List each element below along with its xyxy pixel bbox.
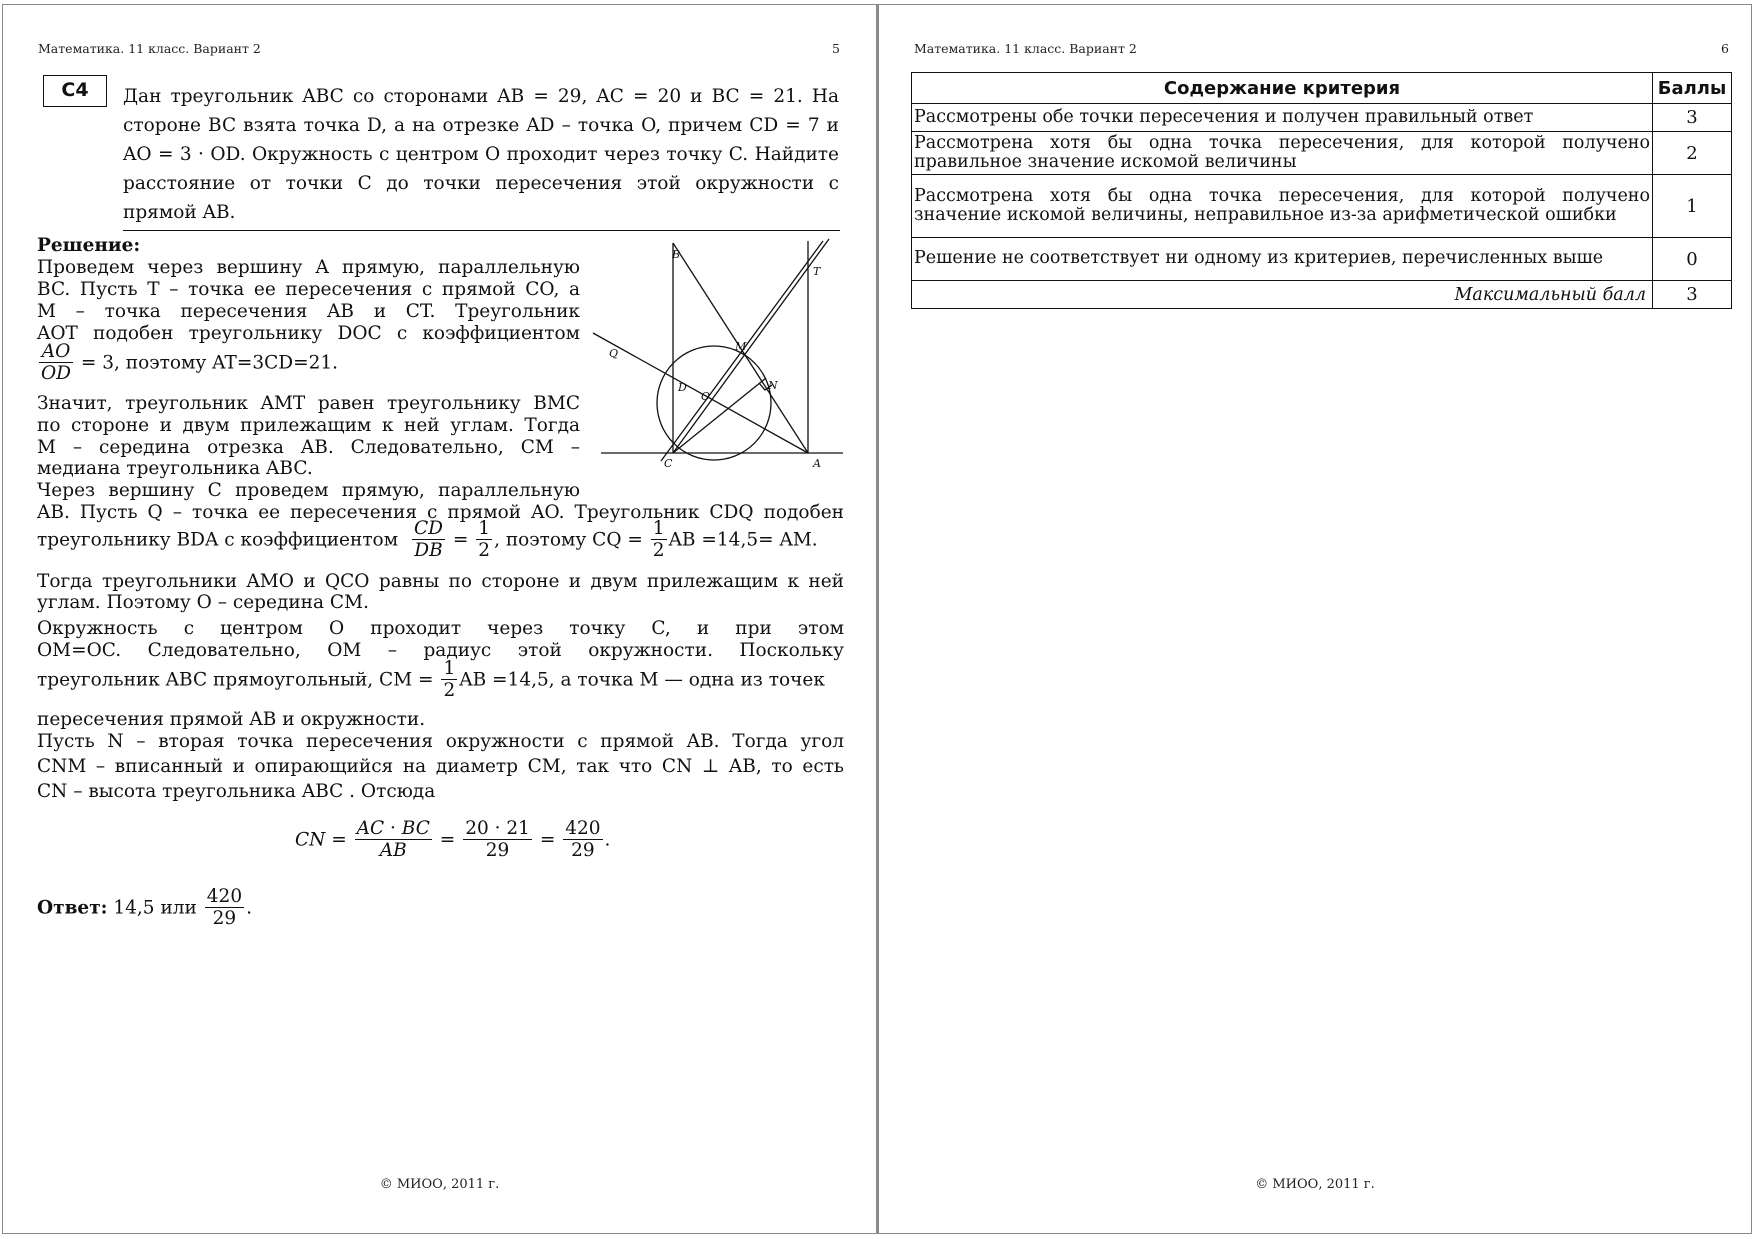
solution-line: OM=OC. Следовательно, OM – радиус этой окружности. Поскольку	[37, 640, 844, 661]
formula-end: .	[604, 829, 611, 851]
fraction-denominator: 2	[478, 540, 491, 561]
fraction-denominator: 2	[443, 680, 456, 701]
running-header: Математика. 11 класс. Вариант 2	[914, 41, 1137, 56]
solution-heading: Решение:	[37, 235, 141, 256]
solution-line-fraction	[37, 659, 825, 702]
problem-line: Дан треугольник ABC со сторонами AB = 29, AC = 20 и BC = 21. На	[123, 86, 839, 107]
fraction	[39, 342, 73, 385]
running-header: Математика. 11 класс. Вариант 2	[38, 41, 261, 56]
solution-text: , поэтому CQ =	[494, 529, 643, 551]
solution-line: Через вершину C проведем прямую, параллельную	[37, 480, 580, 501]
solution-line: по стороне и двум прилежащим к ней углам. Тогда	[37, 415, 580, 436]
label-q: Q	[609, 347, 619, 360]
cn-formula	[295, 819, 610, 862]
fraction-numerator: CD	[413, 518, 443, 539]
fraction-numerator: AC · BC	[356, 818, 430, 839]
fraction-denominator: 29	[571, 840, 595, 861]
label-b: B	[672, 248, 681, 261]
solution-text: AB =14,5= AM.	[668, 529, 818, 551]
answer	[37, 887, 252, 930]
solution-line-fraction	[37, 342, 338, 385]
criterion-text: Решение не соответствует ни одному из критериев, перечисленных выше	[912, 238, 1653, 281]
fraction	[651, 519, 667, 562]
criterion-points: 1	[1653, 175, 1732, 238]
solution-line: Тогда треугольники AMO и QCO равны по стороне и двум прилежащим к ней	[37, 571, 844, 592]
fraction-numerator: 1	[478, 518, 491, 539]
solution-line: Проведем через вершину A прямую, параллельную	[37, 257, 580, 278]
fraction-numerator: 420	[206, 886, 243, 907]
criterion-text: Рассмотрена хотя бы одна точка пересечения, для которой получено значение искомой величины, неправильное из-за арифметической ошибки	[912, 175, 1653, 238]
fraction	[355, 819, 432, 862]
label-m: M	[735, 340, 747, 353]
answer-end: .	[246, 897, 252, 919]
solution-line: Пусть N – вторая точка пересечения окружности с прямой AB. Тогда угол	[37, 731, 844, 752]
equals-sign: =	[452, 529, 469, 551]
answer-text: 14,5 или	[113, 897, 197, 919]
fraction-numerator: 20 · 21	[465, 818, 530, 839]
fraction	[463, 819, 532, 862]
criteria-table	[911, 72, 1732, 309]
criterion-points: 0	[1653, 238, 1732, 281]
solution-text: AB =14,5, а точка M — одна из точек	[459, 669, 825, 691]
label-t: T	[813, 265, 821, 278]
solution-text: треугольник ABC прямоугольный, CM =	[37, 669, 434, 691]
table-row	[912, 104, 1732, 132]
table-row	[912, 132, 1732, 175]
criterion-text: Рассмотрена хотя бы одна точка пересечения, для которой получено правильное значение искомой величины	[912, 132, 1653, 175]
label-a: A	[813, 457, 821, 470]
max-score-label: Максимальный балл	[912, 281, 1653, 309]
label-d: D	[678, 381, 687, 394]
criterion-points: 3	[1653, 104, 1732, 132]
task-label: С4	[43, 75, 107, 107]
page-right	[877, 4, 1752, 1234]
fraction-numerator: 1	[652, 518, 665, 539]
table-row	[912, 175, 1732, 238]
problem-line: прямой AB.	[123, 202, 236, 223]
solution-line: углам. Поэтому O – середина CM.	[37, 592, 369, 613]
table-header-row	[912, 73, 1732, 104]
criterion-points: 2	[1653, 132, 1732, 175]
solution-line: AB. Пусть Q – точка ее пересечения с прямой AO. Треугольник CDQ подобен	[37, 502, 844, 523]
table-row-max	[912, 281, 1732, 309]
footer: © МИОО, 2011 г.	[1255, 1177, 1375, 1192]
solution-line: Значит, треугольник AMT равен треугольнику BMC	[37, 393, 580, 414]
table-row	[912, 238, 1732, 281]
fraction-denominator: 29	[212, 908, 237, 929]
solution-text: треугольнику BDA с коэффициентом	[37, 529, 399, 551]
page-number: 6	[1721, 41, 1729, 56]
answer-label: Ответ:	[37, 897, 108, 919]
column-header-criterion: Содержание критерия	[912, 73, 1653, 104]
fraction-denominator: 2	[652, 540, 665, 561]
fraction-denominator: OD	[41, 363, 71, 384]
solution-line: BC. Пусть T – точка ее пересечения с прямой CO, а	[37, 279, 580, 300]
equals-sign: =	[539, 829, 556, 851]
fraction	[441, 659, 457, 702]
fraction-numerator: 420	[565, 818, 601, 839]
label-c: C	[664, 457, 673, 470]
problem-line: AO = 3 · OD. Окружность с центром O проходит через точку C. Найдите	[123, 144, 839, 165]
solution-line: медиана треугольника ABC.	[37, 458, 313, 479]
formula-lhs: CN =	[295, 829, 347, 851]
label-o: O	[701, 390, 711, 403]
fraction	[476, 519, 492, 562]
problem-line: стороне BC взята точка D, а на отрезке AD – точка O, причем CD = 7 и	[123, 115, 839, 136]
fraction-denominator: 29	[485, 840, 510, 861]
solution-line-fraction	[37, 519, 818, 562]
solution-line: Окружность с центром O проходит через точку C, и при этом	[37, 618, 844, 639]
solution-line: CNM – вписанный и опирающийся на диаметр CM, так что CN ⊥ AB, то есть	[37, 756, 844, 777]
fraction-denominator: AB	[379, 840, 407, 861]
fraction	[563, 819, 602, 862]
divider	[123, 230, 840, 231]
problem-statement	[123, 82, 839, 227]
solution-line: CN – высота треугольника ABC . Отсюда	[37, 781, 436, 802]
column-header-points: Баллы	[1653, 73, 1732, 104]
equals-sign: =	[439, 829, 456, 851]
fraction	[205, 887, 244, 930]
solution-line: M – точка пересечения AB и CT. Треугольник	[37, 301, 580, 322]
solution-line: AOT подобен треугольнику DOC с коэффициентом	[37, 323, 580, 344]
problem-line: расстояние от точки C до точки пересечения этой окружности с	[123, 173, 839, 194]
fraction-numerator: 1	[443, 658, 456, 679]
solution-line: M – середина отрезка AB. Следовательно, CM –	[37, 437, 580, 458]
max-score-points: 3	[1653, 281, 1732, 309]
fraction-denominator: DB	[414, 540, 443, 561]
geometry-figure	[581, 233, 851, 473]
label-n: N	[768, 379, 778, 392]
page-left	[2, 4, 877, 1234]
solution-text: = 3, поэтому AT=3CD=21.	[80, 352, 339, 374]
criterion-text: Рассмотрены обе точки пересечения и получен правильный ответ	[912, 104, 1653, 132]
fraction	[412, 519, 445, 562]
fraction-numerator: AO	[39, 342, 73, 363]
circle-o	[657, 346, 771, 460]
page-number: 5	[832, 41, 840, 56]
footer: © МИОО, 2011 г.	[379, 1177, 500, 1192]
solution-line: пересечения прямой AB и окружности.	[37, 709, 426, 730]
